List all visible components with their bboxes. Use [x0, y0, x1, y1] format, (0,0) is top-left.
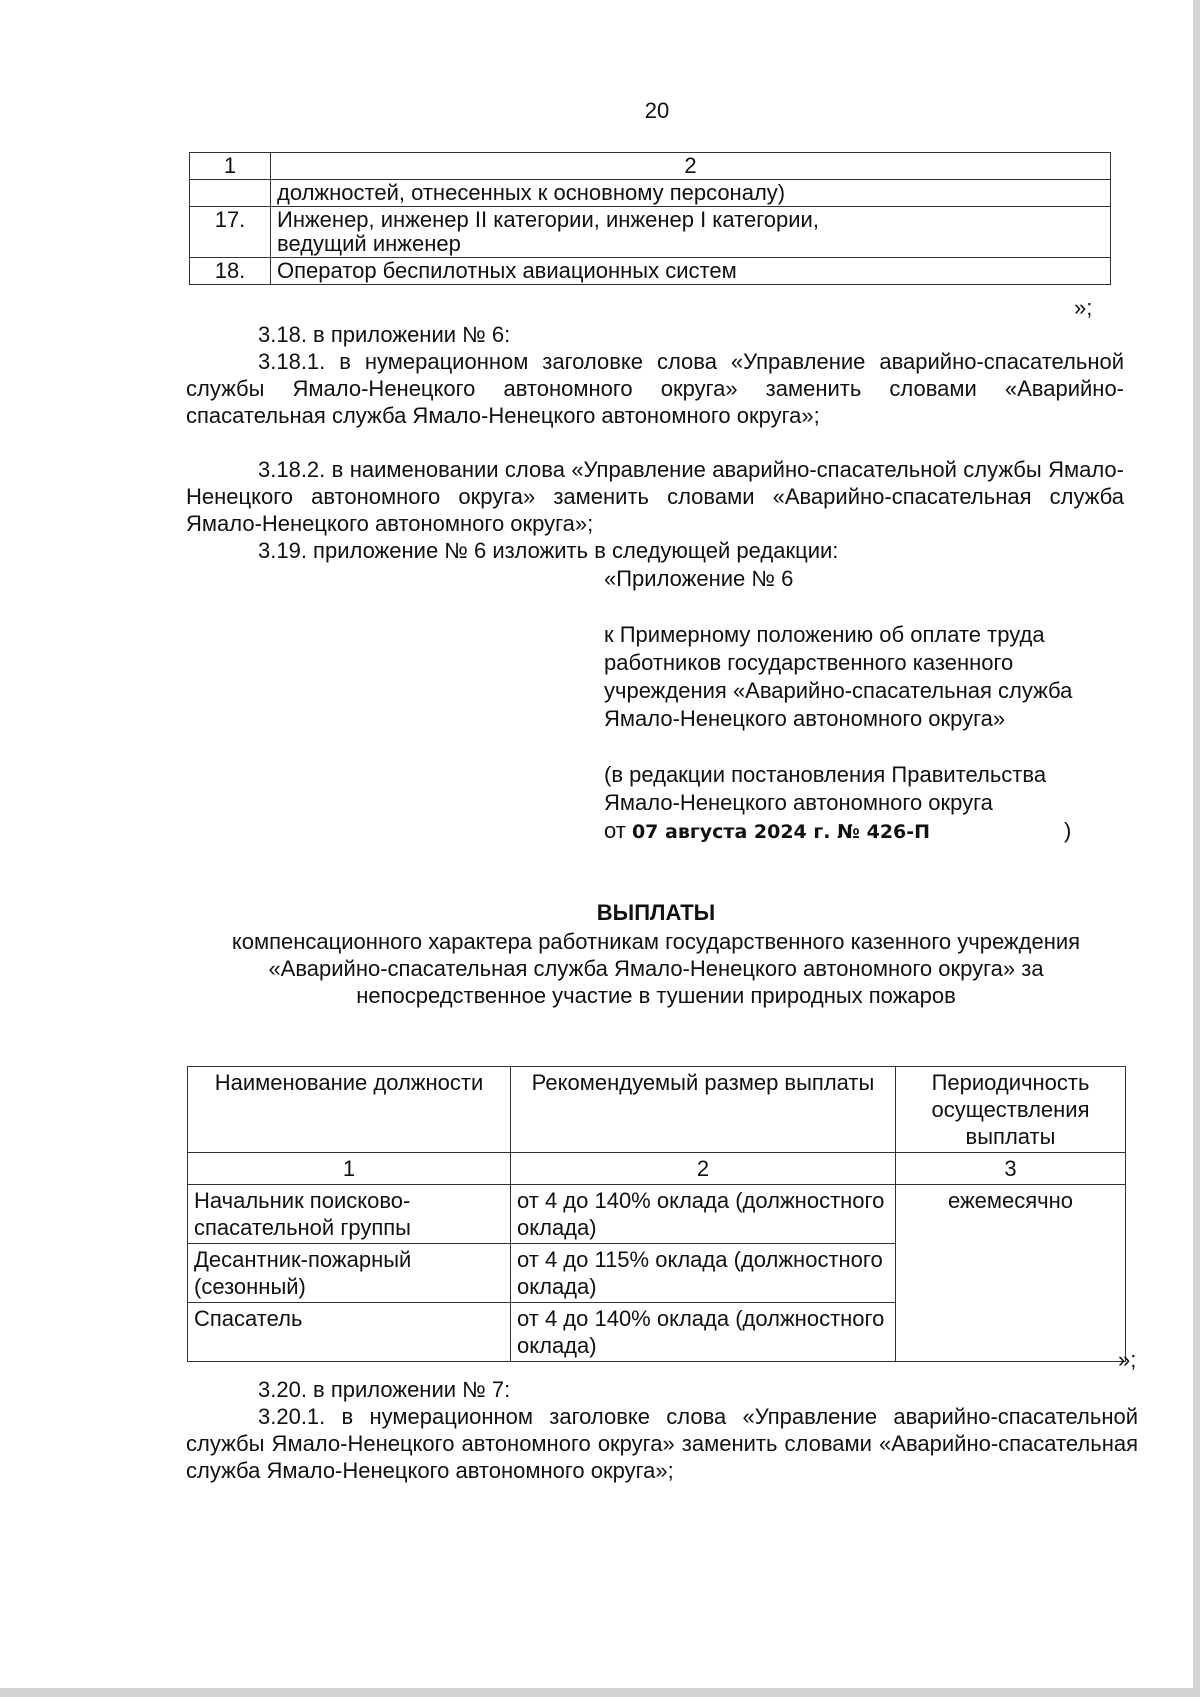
table-row — [190, 180, 1111, 207]
row-number — [190, 180, 271, 207]
table-header-cell: 1 — [190, 153, 271, 180]
position-cell: Начальник поисково-спасательной группы — [188, 1185, 511, 1244]
row-number: 18. — [190, 258, 271, 285]
amount-cell: от 4 до 140% оклада (должностного оклада) — [511, 1303, 896, 1362]
column-numbers-row — [188, 1153, 1126, 1185]
paragraph-3-18-2: 3.18.2. в наименовании слова «Управление аварийно-спасательной службы Ямало-Ненецкого автономного округа» заменить словами «Аварийно-спасательная служба Ямало-Ненецкого автономного округа»; — [186, 457, 1124, 536]
annex-reference: к Примерному положению об оплате труда работников государственного казенного учреждения «Аварийно-спасательная служба Ямало-Ненецкого автономного округа» — [604, 622, 1073, 731]
annex-date-value: 07 августа 2024 г. № 426-П — [631, 821, 931, 843]
paragraph-3-18-1: 3.18.1. в нумерационном заголовке слова «Управление аварийно-спасательной службы Ямало-Ненецкого автономного округа» заменить словами «Аварийно-спасательная служба Ямало-Ненецкого автономного округа»; — [186, 349, 1124, 428]
payments-table — [187, 1066, 1126, 1362]
paragraph-3-19: 3.19. приложение № 6 изложить в следующей редакции: — [258, 538, 839, 563]
section-subheading: компенсационного характера работникам государственного казенного учреждения «Аварийно-спасательная служба Ямало-Ненецкого автономного округа» за непосредственное участие в тушении природных пожаров — [231, 929, 1081, 1008]
continuation-table — [189, 152, 1111, 285]
column-number: 3 — [896, 1153, 1126, 1185]
frequency-cell: ежемесячно — [896, 1185, 1126, 1362]
row-text: должностей, отнесенных к основному персоналу) — [271, 180, 1111, 207]
paragraph-3-20: 3.20. в приложении № 7: — [258, 1377, 511, 1402]
closing-quote-mark: »; — [1118, 1347, 1137, 1372]
table-header-row — [190, 153, 1111, 180]
annex-title: «Приложение № 6 — [604, 566, 794, 591]
header-frequency: Периодичность осуществления выплаты — [896, 1067, 1126, 1153]
table-row — [190, 258, 1111, 285]
row-text: Оператор беспилотных авиационных систем — [271, 258, 1111, 285]
row-text — [271, 207, 1111, 258]
page-number: 20 — [644, 98, 670, 123]
amount-cell: от 4 до 115% оклада (должностного оклада) — [511, 1244, 896, 1303]
table-row — [188, 1185, 1126, 1244]
header-position: Наименование должности — [188, 1067, 511, 1153]
paragraph-3-18: 3.18. в приложении № 6: — [258, 322, 511, 347]
row-number: 17. — [190, 207, 271, 258]
annex-date-line — [604, 817, 1124, 846]
column-number: 2 — [511, 1153, 896, 1185]
table-header-cell: 2 — [271, 153, 1111, 180]
position-cell: Спасатель — [188, 1303, 511, 1362]
table-row — [190, 207, 1111, 258]
row-text-content: Инженер, инженер II категории, инженер I категории, ведущий инженер — [277, 207, 819, 256]
paragraph-3-20-1: 3.20.1. в нумерационном заголовке слова «Управление аварийно-спасательной службы Ямало-Ненецкого автономного округа» заменить словами «Аварийно-спасательная служба Ямало-Ненецкого автономного округа»; — [186, 1404, 1138, 1483]
table-header-row — [188, 1067, 1126, 1153]
annex-edition: (в редакции постановления Правительства Ямало-Ненецкого автономного округа — [604, 762, 1047, 815]
position-cell: Десантник-пожарный (сезонный) — [188, 1244, 511, 1303]
column-number: 1 — [188, 1153, 511, 1185]
annex-date-prefix: от — [604, 818, 626, 843]
annex-close-paren: ) — [1064, 818, 1072, 843]
amount-cell: от 4 до 140% оклада (должностного оклада) — [511, 1185, 896, 1244]
header-amount: Рекомендуемый размер выплаты — [511, 1067, 896, 1153]
closing-quote-mark: »; — [1074, 295, 1093, 320]
section-heading: ВЫПЛАТЫ — [596, 900, 716, 925]
